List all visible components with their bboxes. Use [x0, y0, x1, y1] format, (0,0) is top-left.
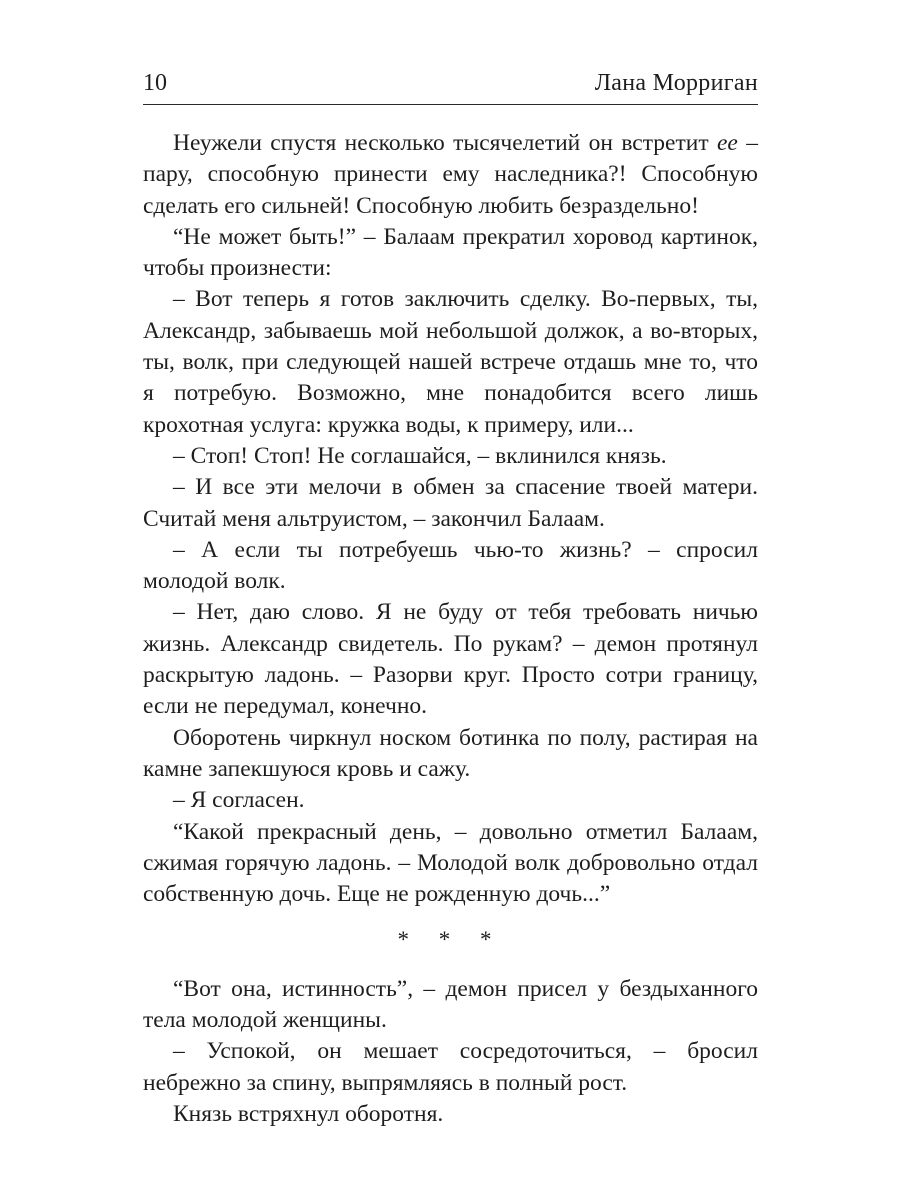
paragraph: Князь встряхнул оборотня. — [173, 1100, 444, 1127]
paragraph: “Какой прекрасный день, – довольно отметил Балаам, сжимая горячую ладонь. – Молодой волк добровольно отдал собственную дочь. Еще не рожденную дочь...” — [143, 818, 758, 908]
scene-break: * * * — [397, 927, 504, 953]
paragraph: – Я согласен. — [173, 787, 305, 814]
author-name: Лана Морриган — [594, 70, 758, 96]
paragraph: – Вот теперь я готов заключить сделку. Во-первых, ты, Александр, забываешь мой небольшой должок, а во-вторых, ты, волк, при следующей нашей встрече отдашь мне то, что я потребую. Возможно, мне понадобится всего лишь крохотная услуга: кружка воды, к примеру, или... — [143, 286, 758, 438]
paragraph: Оборотень чиркнул носком ботинка по полу, растирая на камне запекшуюся кровь и сажу. — [143, 724, 758, 782]
paragraph: – Стоп! Стоп! Не соглашайся, – вклинился князь. — [173, 442, 667, 469]
paragraph: Неужели спустя несколько тысячелетий он встретит ее – пару, способную принести ему наследника?! Способную сделать его сильней! Способную любить безраздельно! — [143, 130, 758, 219]
emphasis: ее — [716, 130, 738, 156]
paragraph: – И все эти мелочи в обмен за спасение твоей матери. Считай меня альтруистом, – закончил Балаам. — [143, 474, 758, 532]
paragraph: – Нет, даю слово. Я не буду от тебя требовать ничью жизнь. Александр свидетель. По рукам? – демон протянул раскрытую ладонь. – Разорви круг. Просто сотри границу, если не передумал, конечно. — [143, 599, 758, 720]
paragraph: – А если ты потребуешь чью-то жизнь? – спросил молодой волк. — [143, 536, 758, 595]
paragraph: “Не может быть!” – Балаам прекратил хоровод картинок, чтобы произнести: — [143, 223, 758, 282]
running-header — [143, 62, 758, 105]
page-number: 10 — [143, 70, 167, 96]
paragraph: “Вот она, истинность”, – демон присел у бездыханного тела молодой женщины. — [143, 975, 758, 1034]
paragraph: – Успокой, он мешает сосредоточиться, – бросил небрежно за спину, выпрямляясь в полный рост. — [143, 1038, 758, 1096]
body-text — [143, 128, 758, 1130]
